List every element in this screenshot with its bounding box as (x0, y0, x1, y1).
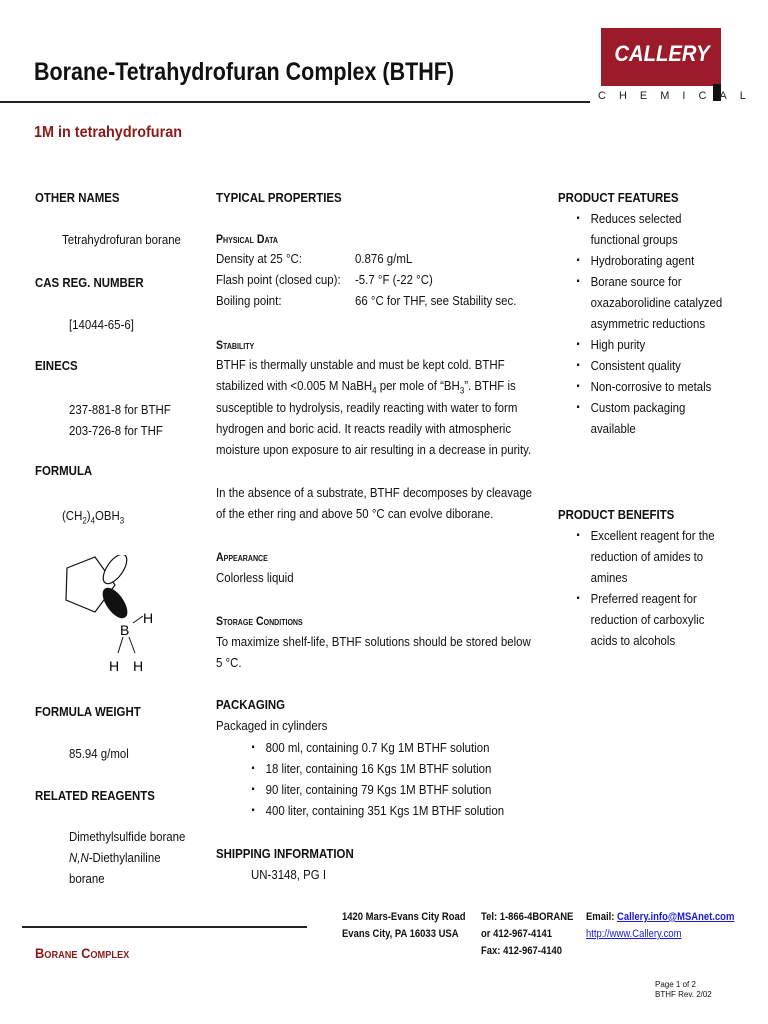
address-line-2: Evans City, PA 16033 USA (342, 928, 459, 940)
feature-item: ▪ Reduces selected functional groups (573, 208, 722, 250)
footer-rule (22, 926, 307, 928)
physical-data-heading: Physical Data (216, 232, 278, 246)
orbital-upper (99, 555, 132, 588)
flash-point-label: Flash point (closed cup): (216, 272, 341, 287)
other-names-value: Tetrahydrofuran borane (62, 232, 181, 247)
typical-properties-heading: TYPICAL PROPERTIES (216, 190, 342, 205)
packaging-item: ▪ 90 liter, containing 79 Kgs 1M BTHF solution (248, 779, 504, 800)
formula-heading: FORMULA (35, 463, 93, 478)
packaging-intro: Packaged in cylinders (216, 718, 328, 733)
feature-item: ▪ Non-corrosive to metals (573, 376, 722, 397)
phone-line-2: or 412-967-4141 (481, 928, 553, 940)
feature-item: ▪ High purity (573, 334, 722, 355)
flash-point-value: -5.7 °F (-22 °C) (355, 272, 433, 287)
address-line-1: 1420 Mars-Evans City Road (342, 911, 466, 923)
atom-h2: H (109, 658, 120, 674)
einecs-value-1: 237-881-8 for BTHF (69, 402, 171, 417)
fax-line: Fax: 412-967-4140 (481, 945, 563, 957)
atom-h3: H (133, 658, 144, 674)
product-features-heading: PRODUCT FEATURES (558, 190, 679, 205)
product-benefits-heading: PRODUCT BENEFITS (558, 507, 675, 522)
document-subtitle: 1M in tetrahydrofuran (34, 124, 183, 141)
stability-line-5: moisture upon exposure to air resulting in a decrease in purity. (216, 442, 532, 457)
packaging-heading: PACKAGING (216, 697, 286, 712)
density-label: Density at 25 °C: (216, 251, 302, 266)
stability2-line-2: of the ether ring and above 50 °C can evolve diborane. (216, 506, 494, 521)
feature-item: ▪ Borane source for oxazaborolidine catalyzed asymmetric reductions (573, 271, 722, 334)
benefit-item: ▪ Preferred reagent for reduction of carboxylic acids to alcohols (573, 588, 715, 651)
cas-heading: CAS REG. NUMBER (35, 275, 144, 290)
footer-section-label: Borane Complex (35, 945, 130, 961)
stability-heading: Stability (216, 338, 255, 352)
appearance-heading: Appearance (216, 550, 268, 564)
formula-value: $(CH_2)_4OBH_3$ (62, 508, 125, 526)
email-link[interactable]: Callery.info@MSAnet.com (617, 911, 735, 923)
orbital-lower (99, 584, 132, 621)
shipping-value: UN-3148, PG I (251, 867, 327, 882)
feature-item: ▪ Custom packaging available (573, 397, 722, 439)
packaging-item: ▪ 800 ml, containing 0.7 Kg 1M BTHF solution (248, 737, 504, 758)
appearance-value: Colorless liquid (216, 570, 294, 585)
bond-b-h3 (129, 637, 135, 653)
boiling-point-value: 66 °C for THF, see Stability sec. (355, 293, 517, 308)
phone-line-1: Tel: 1-866-4BORANE (481, 911, 574, 923)
storage-line-2: 5 °C. (216, 655, 242, 670)
packaging-item: ▪ 400 liter, containing 351 Kgs 1M BTHF solution (248, 800, 504, 821)
other-names-heading: OTHER NAMES (35, 190, 120, 205)
related-reagent-2: N,N-Diethylaniline (69, 850, 161, 865)
density-value: 0.876 g/mL (355, 251, 413, 266)
email-label: Email: (586, 911, 618, 923)
packaging-list (248, 737, 504, 821)
benefits-list (573, 525, 715, 651)
bond-b-h1 (133, 616, 143, 623)
atom-b: B (120, 622, 130, 638)
website-line (586, 926, 682, 942)
stability-line-3: susceptible to hydrolysis, readily reacting with water to form (216, 400, 518, 415)
benefit-item: ▪ Excellent reagent for the reduction of amides to amines (573, 525, 715, 588)
einecs-heading: EINECS (35, 358, 78, 373)
revision-label: BTHF Rev. 2/02 (655, 990, 712, 999)
stability2-line-1: In the absence of a substrate, BTHF decomposes by cleavage (216, 485, 533, 500)
related-reagents-heading: RELATED REAGENTS (35, 788, 155, 803)
storage-line-1: To maximize shelf-life, BTHF solutions should be stored below (216, 634, 531, 649)
features-list (573, 208, 722, 439)
logo-subtext: CHEMICAL (598, 90, 759, 102)
related-reagent-3: borane (69, 871, 105, 886)
stability-line-4: hydrogen and boric acid. It reacts readily with atmospheric (216, 421, 512, 436)
feature-item: ▪ Hydroborating agent (573, 250, 722, 271)
packaging-item: ▪ 18 liter, containing 16 Kgs 1M BTHF solution (248, 758, 504, 779)
related-reagent-1: Dimethylsulfide borane (69, 829, 186, 844)
feature-item: ▪ Consistent quality (573, 355, 722, 376)
atom-h1: H (143, 610, 154, 626)
bond-b-h2 (118, 637, 123, 653)
formula-weight-value: 85.94 g/mol (69, 746, 129, 761)
boiling-point-label: Boiling point: (216, 293, 282, 308)
einecs-value-2: 203-726-8 for THF (69, 423, 163, 438)
page-number: Page 1 of 2 (655, 980, 696, 989)
logo-text: CALLERY (614, 41, 710, 66)
header-rule (0, 101, 590, 103)
stability-line-2: stabilized with <0.005 M NaBH$_4$ per mole of “$BH_3$”. BTHF is (216, 378, 516, 396)
formula-weight-heading: FORMULA WEIGHT (35, 704, 141, 719)
bthf-structure (55, 555, 175, 685)
shipping-heading: SHIPPING INFORMATION (216, 846, 354, 861)
cas-value: [14044-65-6] (69, 317, 134, 332)
email-line (586, 909, 734, 925)
storage-heading: Storage Conditions (216, 614, 303, 628)
website-link[interactable]: http://www.Callery.com (586, 928, 682, 940)
stability-line-1: BTHF is thermally unstable and must be kept cold. BTHF (216, 357, 505, 372)
document-title: Borane-Tetrahydrofuran Complex (BTHF) (34, 58, 455, 86)
